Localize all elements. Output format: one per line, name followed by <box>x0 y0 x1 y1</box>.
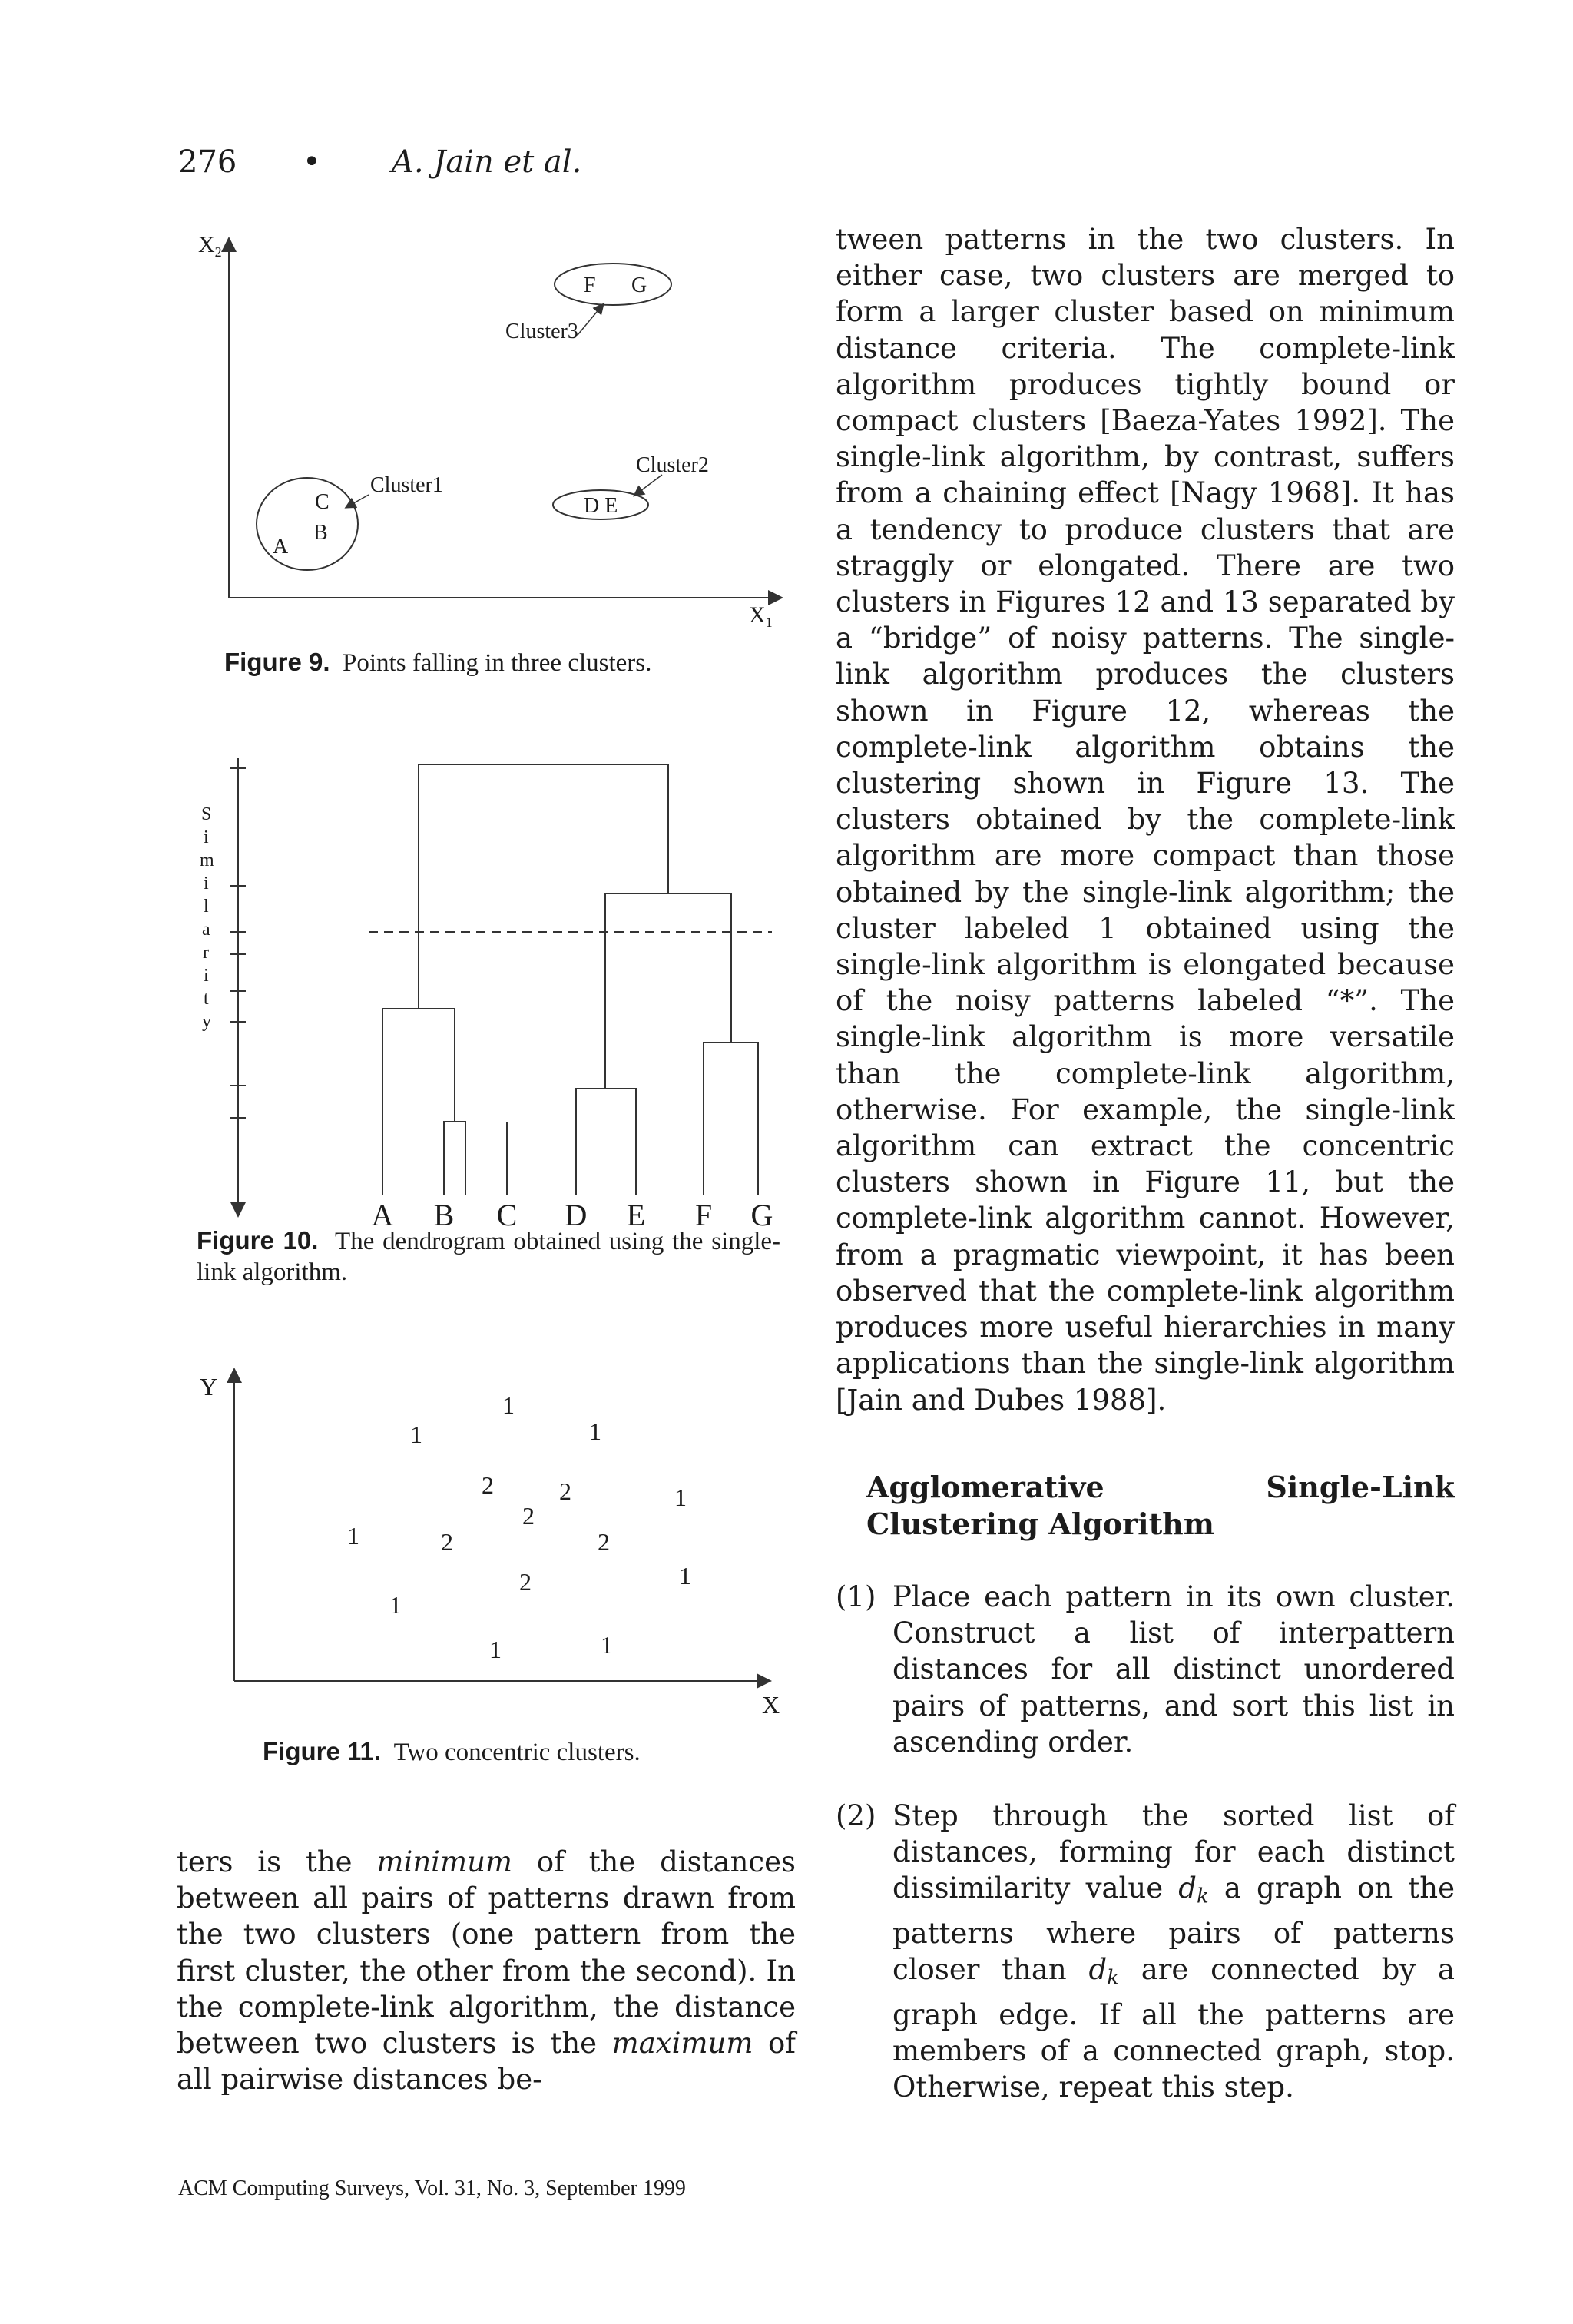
point-f: F <box>584 274 596 297</box>
svg-text:r: r <box>203 943 209 963</box>
point-label: 1 <box>674 1484 687 1511</box>
svg-text:S: S <box>201 804 212 824</box>
fig9-x-axis-label: $X_1$ <box>749 602 773 630</box>
point-label: 2 <box>522 1502 535 1530</box>
svg-text:a: a <box>202 920 210 940</box>
page-footer: ACM Computing Surveys, Vol. 31, No. 3, September 1999 <box>178 2176 686 2200</box>
svg-text:y: y <box>202 1012 211 1032</box>
point-label: 1 <box>389 1591 402 1619</box>
fig11-y-axis-label: Y <box>200 1373 218 1401</box>
fig11-x-axis-label: X <box>762 1691 780 1719</box>
header-bullet: • <box>303 144 321 180</box>
point-b: B <box>313 521 328 545</box>
page-number: 276 <box>178 144 237 180</box>
svg-text:i: i <box>204 827 209 847</box>
leaf-d: D <box>565 1198 588 1232</box>
figure-10-caption: Figure 10. The dendrogram obtained using the single-link algorithm. <box>197 1226 781 1286</box>
algorithm-heading: Agglomerative Single-Link Clustering Algorithm <box>866 1470 1455 1541</box>
point-a: A <box>273 535 289 559</box>
point-label: 1 <box>410 1421 422 1448</box>
cluster3-ellipse <box>555 264 671 305</box>
svg-text:i: i <box>204 966 209 986</box>
cluster2-label: Cluster2 <box>636 453 709 477</box>
cluster3-label: Cluster3 <box>505 320 578 343</box>
svg-text:l: l <box>204 897 209 917</box>
leaf-c: C <box>496 1198 518 1232</box>
header-authors: A. Jain et al. <box>392 144 582 180</box>
point-label: 1 <box>502 1391 515 1419</box>
point-label: 2 <box>519 1568 532 1596</box>
point-label: 1 <box>601 1631 613 1659</box>
leaf-g: G <box>750 1198 773 1232</box>
svg-text:m: m <box>200 850 214 870</box>
leaf-f: F <box>694 1198 713 1232</box>
fig11-points <box>347 1391 691 1663</box>
left-column-text: ters is the minimum of the distances between all pairs of patterns drawn from the two clusters (one pattern from the first cluster, the other from the second). In the complete-link algorithm, the distance between two clusters is the maximum of all pairwise distances be- <box>177 1845 796 2097</box>
point-de: D E <box>584 494 618 518</box>
figure-9-diagram <box>177 223 814 653</box>
svg-text:i: i <box>204 874 209 893</box>
point-label: 2 <box>598 1528 610 1556</box>
fig10-leaf-c-line <box>177 757 814 1237</box>
point-label: 2 <box>441 1528 453 1556</box>
point-g: G <box>631 274 647 297</box>
leaf-e: E <box>626 1198 646 1232</box>
figure-11-caption: Figure 11. Two concentric clusters. <box>263 1737 641 1766</box>
point-c: C <box>315 490 330 514</box>
svg-text:t: t <box>204 989 209 1009</box>
leaf-a: A <box>371 1198 394 1232</box>
point-label: 1 <box>489 1636 502 1663</box>
point-label: 1 <box>347 1522 359 1550</box>
right-column-paragraph: tween patterns in the two clusters. In either case, two clusters are merged to form a larger cluster based on minimum distance criteria. The complete-link algorithm produces tightly bound or compact clusters [Baeza-Yates 1992]. The single-link algorithm, by contrast, suffers from a chaining effect [Nagy 1968]. It has a tendency to produce clusters that are straggly or elongated. There are two clusters in Figures 12 and 13 separated by a “bridge” of noisy patterns. The single-link algorithm produces the clusters shown in Figure 12, whereas the complete-link algorithm obtains the clustering shown in Figure 13. The clusters obtained by the complete-link algorithm are more compact than those obtained by the single-link algorithm; the cluster labeled 1 obtained using the single-link algorithm is elongated because of the noisy patterns labeled “*”. The single-link algorithm is more versatile than the complete-link algorithm, otherwise. For example, the single-link algorithm can extract the concentric clusters shown in Figure 11, but the complete-link algorithm cannot. However, from a pragmatic viewpoint, it has been observed that the complete-link algorithm produces more useful hierarchies in many applications than the single-link algorithm [Jain and Dubes 1988]. <box>836 223 1455 1417</box>
point-label: 2 <box>482 1471 494 1499</box>
cluster1-label: Cluster1 <box>370 473 443 497</box>
figure-9-caption: Figure 9. Points falling in three clusters. <box>224 648 652 677</box>
point-label: 2 <box>559 1477 571 1505</box>
point-label: 1 <box>679 1562 691 1590</box>
leaf-b: B <box>433 1198 455 1232</box>
point-label: 1 <box>589 1417 601 1445</box>
cluster1-ellipse <box>257 478 358 570</box>
figure-11-scatter <box>177 1360 814 1729</box>
fig9-y-axis-label: $X_2$ <box>198 232 222 260</box>
